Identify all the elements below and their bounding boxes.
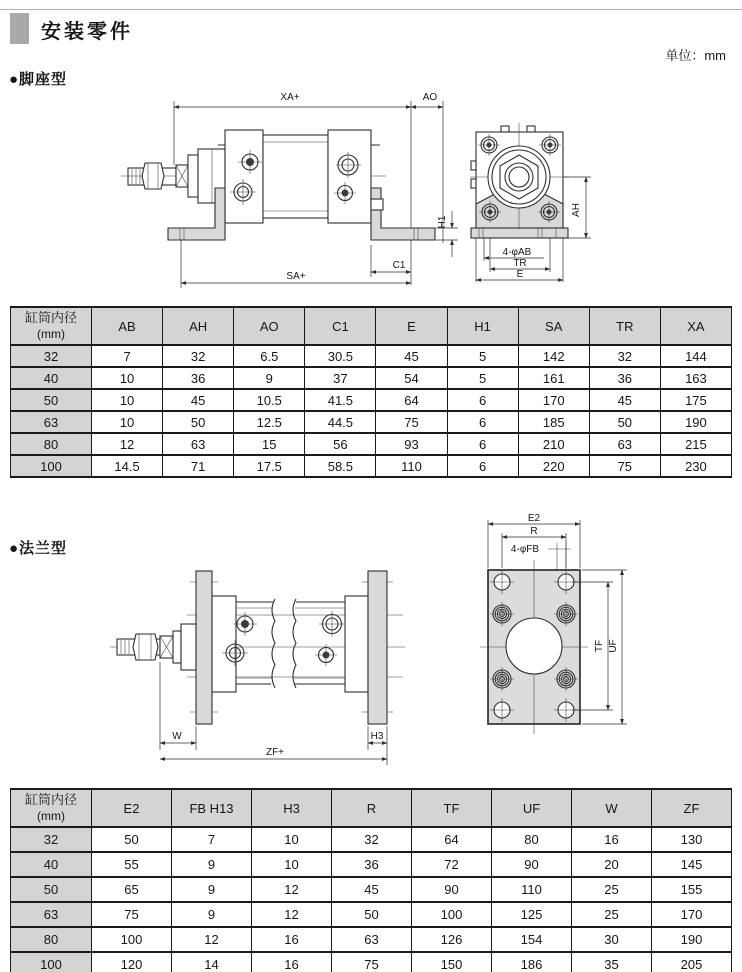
top-rule — [0, 9, 742, 10]
right-flange — [368, 571, 387, 724]
table-row — [11, 411, 732, 433]
flange-section-heading: ●法兰型 — [9, 540, 68, 557]
flange-mount-table — [10, 788, 732, 972]
value-cell: 36 — [332, 852, 412, 877]
value-cell: 10.5 — [234, 389, 305, 411]
value-cell: 75 — [332, 952, 412, 972]
foot-side-view — [121, 92, 458, 288]
foot-mount-table — [10, 306, 732, 478]
value-cell: 55 — [92, 852, 172, 877]
value-cell: 5 — [447, 345, 518, 367]
value-cell: 90 — [412, 877, 492, 902]
dim-label-zf: ZF+ — [265, 747, 285, 758]
table-row — [11, 877, 732, 902]
value-cell: 9 — [172, 902, 252, 927]
table-row — [11, 952, 732, 972]
value-cell: 75 — [589, 455, 660, 477]
value-cell: 72 — [412, 852, 492, 877]
foot-mount-section-heading: ●脚座型 — [9, 71, 68, 88]
value-cell: 56 — [305, 433, 376, 455]
value-cell: 10 — [252, 852, 332, 877]
dim-label-fb: 4-φFB — [510, 544, 540, 555]
value-cell: 154 — [492, 927, 572, 952]
value-cell: 185 — [518, 411, 589, 433]
dim-label-ao: AO — [422, 92, 438, 103]
value-cell: 16 — [572, 827, 652, 852]
value-cell: 205 — [652, 952, 732, 972]
flange-mount-drawing — [105, 512, 650, 780]
dim-label-xa: XA+ — [280, 92, 300, 103]
column-header-cell: C1 — [305, 307, 376, 345]
column-header-cell: TR — [589, 307, 660, 345]
value-cell: 30.5 — [305, 345, 376, 367]
value-cell: 54 — [376, 367, 447, 389]
value-cell: 145 — [652, 852, 732, 877]
dim-label-uf: UF — [608, 639, 619, 653]
value-cell: 50 — [332, 902, 412, 927]
value-cell: 220 — [518, 455, 589, 477]
column-header-cell: AO — [234, 307, 305, 345]
value-cell: 45 — [332, 877, 412, 902]
value-cell: 9 — [172, 852, 252, 877]
column-header-cell: XA — [660, 307, 731, 345]
value-cell: 75 — [92, 902, 172, 927]
value-cell: 44.5 — [305, 411, 376, 433]
bore-cell: 40 — [11, 852, 92, 877]
value-cell: 6.5 — [234, 345, 305, 367]
value-cell: 45 — [163, 389, 234, 411]
value-cell: 41.5 — [305, 389, 376, 411]
value-cell: 63 — [589, 433, 660, 455]
table-row — [11, 827, 732, 852]
value-cell: 25 — [572, 877, 652, 902]
value-cell: 10 — [92, 367, 163, 389]
value-cell: 36 — [163, 367, 234, 389]
title-marker-square — [10, 13, 29, 44]
value-cell: 50 — [163, 411, 234, 433]
flange-end-view — [480, 513, 627, 734]
foot-end-view — [470, 123, 591, 282]
value-cell: 100 — [412, 902, 492, 927]
column-header-cell: E — [376, 307, 447, 345]
value-cell: 12 — [92, 433, 163, 455]
rod-nut — [133, 634, 158, 660]
dim-label-ab: 4-φAB — [502, 247, 532, 258]
column-header-cell: TF — [412, 789, 492, 827]
value-cell: 215 — [660, 433, 731, 455]
value-cell: 71 — [163, 455, 234, 477]
value-cell: 130 — [652, 827, 732, 852]
column-header-cell: R — [332, 789, 412, 827]
table-row — [11, 927, 732, 952]
value-cell: 110 — [492, 877, 572, 902]
value-cell: 25 — [572, 902, 652, 927]
value-cell: 65 — [92, 877, 172, 902]
value-cell: 63 — [332, 927, 412, 952]
value-cell: 12 — [252, 902, 332, 927]
table-header-row — [11, 307, 732, 345]
value-cell: 7 — [172, 827, 252, 852]
bore-circle — [506, 618, 562, 674]
value-cell: 161 — [518, 367, 589, 389]
table-row — [11, 389, 732, 411]
bore-cell: 32 — [11, 827, 92, 852]
value-cell: 126 — [412, 927, 492, 952]
value-cell: 120 — [92, 952, 172, 972]
column-header-cell: FB H13 — [172, 789, 252, 827]
table-header-row — [11, 789, 732, 827]
value-cell: 110 — [376, 455, 447, 477]
value-cell: 90 — [492, 852, 572, 877]
dim-label-c1: C1 — [392, 260, 406, 271]
bore-header-cell: 缸筒内径 (mm) — [11, 307, 92, 345]
unit-label: 单位：mm — [665, 48, 726, 63]
table-row — [11, 902, 732, 927]
left-flange — [196, 571, 212, 724]
value-cell: 170 — [652, 902, 732, 927]
column-header-cell: W — [572, 789, 652, 827]
value-cell: 9 — [172, 877, 252, 902]
dim-label-h1: H1 — [437, 215, 448, 229]
value-cell: 6 — [447, 433, 518, 455]
value-cell: 15 — [234, 433, 305, 455]
value-cell: 37 — [305, 367, 376, 389]
dim-label-ah: AH — [571, 203, 582, 217]
value-cell: 64 — [376, 389, 447, 411]
rod-nut — [142, 163, 164, 189]
table-row — [11, 345, 732, 367]
value-cell: 45 — [589, 389, 660, 411]
value-cell: 190 — [660, 411, 731, 433]
value-cell: 150 — [412, 952, 492, 972]
value-cell: 10 — [92, 411, 163, 433]
flange-side-view — [110, 571, 405, 765]
value-cell: 6 — [447, 389, 518, 411]
value-cell: 9 — [234, 367, 305, 389]
value-cell: 142 — [518, 345, 589, 367]
value-cell: 32 — [589, 345, 660, 367]
value-cell: 10 — [92, 389, 163, 411]
bore-cell: 80 — [11, 433, 92, 455]
dim-label-r: R — [530, 526, 538, 537]
column-header-cell: H1 — [447, 307, 518, 345]
value-cell: 64 — [412, 827, 492, 852]
value-cell: 32 — [163, 345, 234, 367]
bore-cell: 63 — [11, 902, 92, 927]
value-cell: 125 — [492, 902, 572, 927]
value-cell: 14.5 — [92, 455, 163, 477]
table-row — [11, 852, 732, 877]
value-cell: 100 — [92, 927, 172, 952]
bore-cell: 80 — [11, 927, 92, 952]
value-cell: 32 — [332, 827, 412, 852]
dim-label-e: E — [516, 269, 524, 280]
column-header-cell: ZF — [652, 789, 732, 827]
value-cell: 6 — [447, 411, 518, 433]
value-cell: 16 — [252, 927, 332, 952]
value-cell: 75 — [376, 411, 447, 433]
value-cell: 144 — [660, 345, 731, 367]
dim-label-sa: SA+ — [286, 271, 306, 282]
value-cell: 12 — [252, 877, 332, 902]
value-cell: 163 — [660, 367, 731, 389]
value-cell: 6 — [447, 455, 518, 477]
dim-label-tr: TR — [513, 258, 527, 269]
value-cell: 7 — [92, 345, 163, 367]
value-cell: 45 — [376, 345, 447, 367]
value-cell: 175 — [660, 389, 731, 411]
value-cell: 93 — [376, 433, 447, 455]
value-cell: 12 — [172, 927, 252, 952]
bore-cell: 100 — [11, 455, 92, 477]
value-cell: 170 — [518, 389, 589, 411]
foot-mount-drawing — [118, 85, 663, 300]
dim-label-tf: TF — [594, 639, 605, 653]
column-header-cell: AH — [163, 307, 234, 345]
bore-cell: 50 — [11, 877, 92, 902]
value-cell: 14 — [172, 952, 252, 972]
bore-cell: 32 — [11, 345, 92, 367]
column-header-cell: SA — [518, 307, 589, 345]
table-row — [11, 455, 732, 477]
value-cell: 10 — [252, 827, 332, 852]
value-cell: 50 — [92, 827, 172, 852]
value-cell: 17.5 — [234, 455, 305, 477]
value-cell: 20 — [572, 852, 652, 877]
value-cell: 16 — [252, 952, 332, 972]
column-header-cell: H3 — [252, 789, 332, 827]
value-cell: 58.5 — [305, 455, 376, 477]
value-cell: 230 — [660, 455, 731, 477]
value-cell: 210 — [518, 433, 589, 455]
value-cell: 50 — [589, 411, 660, 433]
bore-cell: 63 — [11, 411, 92, 433]
value-cell: 63 — [163, 433, 234, 455]
value-cell: 36 — [589, 367, 660, 389]
value-cell: 80 — [492, 827, 572, 852]
bore-cell: 50 — [11, 389, 92, 411]
value-cell: 35 — [572, 952, 652, 972]
table-row — [11, 433, 732, 455]
dim-label-w: W — [172, 731, 182, 742]
bore-cell: 40 — [11, 367, 92, 389]
right-foot-bracket — [371, 188, 435, 240]
value-cell: 5 — [447, 367, 518, 389]
value-cell: 190 — [652, 927, 732, 952]
bore-cell: 100 — [11, 952, 92, 972]
column-header-cell: AB — [92, 307, 163, 345]
dim-label-h3: H3 — [370, 731, 384, 742]
page-title: 安装零件 — [41, 21, 133, 43]
table-row — [11, 367, 732, 389]
value-cell: 12.5 — [234, 411, 305, 433]
bore-header-cell: 缸筒内径 (mm) — [11, 789, 92, 827]
value-cell: 186 — [492, 952, 572, 972]
column-header-cell: E2 — [92, 789, 172, 827]
dim-label-e2: E2 — [527, 513, 541, 524]
value-cell: 155 — [652, 877, 732, 902]
value-cell: 30 — [572, 927, 652, 952]
column-header-cell: UF — [492, 789, 572, 827]
